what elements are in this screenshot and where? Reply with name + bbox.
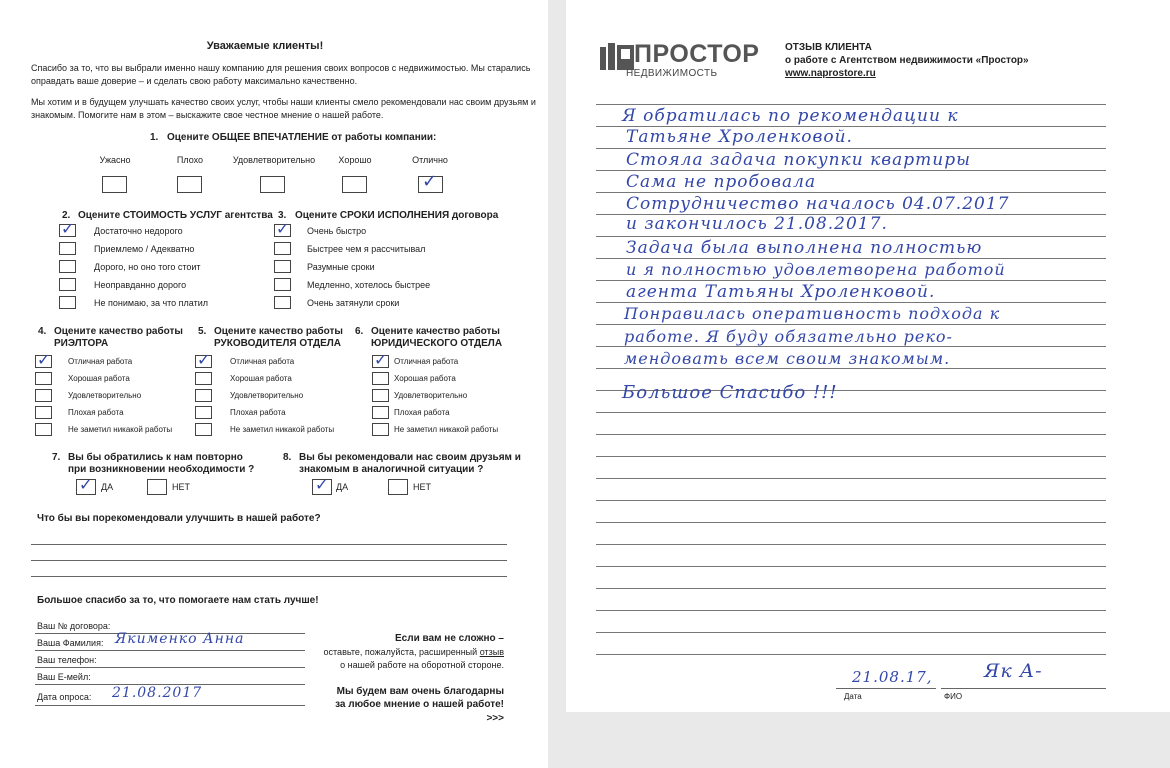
q5-option-label: Отличная работа [230, 357, 295, 366]
q6-number: 6. [355, 326, 364, 337]
note-line-1: Если вам не сложно – [395, 633, 504, 644]
header-title: ОТЗЫВ КЛИЕНТА [785, 42, 872, 53]
signature-value: Як А- [984, 660, 1043, 682]
q6-option-label: Не заметил никакой работы [394, 425, 499, 434]
q6-checkbox[interactable] [372, 389, 389, 402]
q7-number: 7. [52, 452, 61, 463]
ruled-line [596, 368, 1106, 369]
q1-option-label: Плохо [176, 155, 204, 165]
fio-signature-line [941, 688, 1106, 689]
q1-checkbox[interactable] [260, 176, 285, 193]
q1-checkbox[interactable] [177, 176, 202, 193]
grateful-line-1: Мы будем вам очень благодарны [336, 686, 504, 697]
surname-value[interactable]: Якименко Анна [115, 631, 245, 647]
ruled-line [596, 148, 1106, 149]
q5-option-label: Не заметил никакой работы [230, 425, 335, 434]
review-text-line: агента Татьяны Хроленковой. [626, 282, 936, 302]
q1-option-label: Ужасно [99, 155, 131, 165]
ruled-line [596, 500, 1106, 501]
thanks-text: Большое спасибо за то, что помогаете нам стать лучше! [37, 595, 319, 606]
q7-yes-label: ДА [101, 482, 114, 492]
ruled-line [596, 324, 1106, 325]
answer-line[interactable] [31, 560, 507, 561]
q5-option-label: Хорошая работа [230, 374, 292, 383]
q1-checkbox[interactable] [102, 176, 127, 193]
date-caption: Дата [844, 692, 862, 701]
improve-question: Что бы вы порекомендовали улучшить в нашей работе? [37, 513, 321, 524]
q6-option-label: Отличная работа [394, 357, 459, 366]
intro-paragraph-2-line-2: знакомым. Помогите нам в этом – выскажите свое честное мнение о нашей работе. [31, 110, 384, 120]
answer-line[interactable] [31, 576, 507, 577]
q3-number: 3. [278, 210, 287, 221]
logo-mark [600, 43, 634, 70]
q3-checkbox[interactable] [274, 296, 291, 309]
ruled-line [596, 346, 1106, 347]
fio-caption: ФИО [944, 692, 963, 701]
q6-checkbox[interactable] [372, 406, 389, 419]
q6-checkbox[interactable] [372, 423, 389, 436]
check-mark-icon: ✓ [315, 475, 329, 494]
check-mark-icon: ✓ [374, 350, 388, 369]
q5-checkbox[interactable] [195, 372, 212, 385]
note-line-3: о нашей работе на оборотной стороне. [340, 660, 504, 670]
q3-title: Оцените СРОКИ ИСПОЛНЕНИЯ договора [295, 210, 499, 221]
ruled-line [596, 654, 1106, 655]
grateful-line-2: за любое мнение о нашей работе! [335, 699, 504, 710]
review-text-line: и я полностью удовлетворена работой [626, 260, 1006, 279]
logo-text: ПРОСТОР [634, 40, 760, 68]
date-label: Дата опроса: [37, 692, 92, 702]
q6-title-line-2: ЮРИДИЧЕСКОГО ОТДЕЛА [371, 338, 503, 349]
review-text-line: Сотрудничество началось 04.07.2017 [626, 194, 1010, 214]
q2-option-label: Неоправданно дорого [94, 280, 187, 290]
review-sheet [566, 0, 1170, 712]
ruled-line [596, 610, 1106, 611]
q4-option-label: Хорошая работа [68, 374, 130, 383]
q6-option-label: Хорошая работа [394, 374, 456, 383]
ruled-line [596, 434, 1106, 435]
review-text-line: Большое Спасибо !!! [622, 382, 838, 403]
q5-option-label: Плохая работа [230, 408, 286, 417]
check-mark-icon: ✓ [61, 219, 75, 238]
q5-checkbox[interactable] [195, 406, 212, 419]
date-field[interactable] [35, 705, 305, 706]
q4-checkbox[interactable] [35, 389, 52, 402]
intro-paragraph-1-line-1: Спасибо за то, что вы выбрали именно нашу компанию для решения своих вопросов с недвижимостью. Мы старались [31, 63, 531, 73]
q8-yes-label: ДА [336, 482, 349, 492]
q4-checkbox[interactable] [35, 406, 52, 419]
q5-title-line-2: РУКОВОДИТЕЛЯ ОТДЕЛА [214, 338, 342, 349]
ruled-line [596, 236, 1106, 237]
q6-title-line-1: Оцените качество работы [371, 326, 500, 337]
ruled-line [596, 280, 1106, 281]
date-signature-line [836, 688, 936, 689]
q2-checkbox[interactable] [59, 278, 76, 291]
q3-option-label: Разумные сроки [307, 262, 375, 272]
q5-checkbox[interactable] [195, 389, 212, 402]
header-url[interactable]: www.naprostore.ru [785, 68, 876, 79]
ruled-line [596, 588, 1106, 589]
ruled-line [596, 104, 1106, 105]
ruled-line [596, 456, 1106, 457]
review-text-line: мендовать всем своим знакомым. [624, 349, 951, 368]
q2-option-label: Приемлемо / Адекватно [94, 244, 195, 254]
q8-title-line-1: Вы бы рекомендовали нас своим друзьям и [299, 452, 521, 463]
review-text-line: Я обратилась по рекомендации к [622, 106, 959, 126]
q8-number: 8. [283, 452, 292, 463]
intro-paragraph-2-line-1: Мы хотим и в будущем улучшать качество своих услуг, чтобы наши клиенты смело рекомендовали нас своим друзьям и [31, 97, 536, 107]
review-text-line: и закончилось 21.08.2017. [626, 214, 888, 234]
surname-field[interactable] [35, 650, 305, 651]
q2-option-label: Достаточно недорого [94, 226, 183, 236]
ruled-line [596, 412, 1106, 413]
ruled-line [596, 632, 1106, 633]
ruled-line [596, 302, 1106, 303]
note-line-2 [290, 647, 504, 657]
q4-option-label: Не заметил никакой работы [68, 425, 173, 434]
q1-option-label: Удовлетворительно [232, 155, 316, 165]
q4-title-line-1: Оцените качество работы [54, 326, 183, 337]
q4-number: 4. [38, 326, 47, 337]
q3-option-label: Очень затянули сроки [307, 298, 400, 308]
review-text-line: Сама не пробовала [626, 172, 817, 192]
q3-option-label: Очень быстро [307, 226, 367, 236]
q5-title-line-1: Оцените качество работы [214, 326, 343, 337]
header-subtitle: о работе с Агентством недвижимости «Простор» [785, 55, 1029, 66]
intro-paragraph-1-line-2: оправдать ваше доверие – и сделать свою работу максимально качественно. [31, 76, 358, 86]
q7-title-line-2: при возникновении необходимости ? [68, 464, 255, 475]
q4-title-line-2: РИЭЛТОРА [54, 338, 109, 349]
q4-option-label: Плохая работа [68, 408, 124, 417]
q5-checkbox[interactable] [195, 423, 212, 436]
q4-checkbox[interactable] [35, 423, 52, 436]
q2-checkbox[interactable] [59, 260, 76, 273]
ruled-line [596, 192, 1106, 193]
review-text-line: Задача была выполнена полностью [626, 238, 983, 258]
ruled-line [596, 544, 1106, 545]
date-value[interactable]: 21.08.2017 [112, 685, 203, 701]
sign-date-value: 21.08.17, [852, 668, 933, 686]
q3-option-label: Медленно, хотелось быстрее [307, 280, 431, 290]
logo-subtitle: НЕДВИЖИМОСТЬ [626, 68, 718, 79]
q2-number: 2. [62, 210, 71, 221]
check-mark-icon: ✓ [197, 350, 211, 369]
ruled-line [596, 566, 1106, 567]
q7-no-checkbox[interactable] [147, 479, 167, 495]
q6-option-label: Удовлетворительно [394, 391, 468, 400]
q8-no-checkbox[interactable] [388, 479, 408, 495]
review-text-line: Татьяне Хроленковой. [626, 127, 853, 147]
ruled-line [596, 258, 1106, 259]
q4-checkbox[interactable] [35, 372, 52, 385]
q4-option-label: Удовлетворительно [68, 391, 142, 400]
review-text-line: Стояла задача покупки квартиры [626, 150, 971, 170]
phone-label: Ваш телефон: [37, 655, 97, 665]
q1-option-label: Хорошо [338, 155, 372, 165]
review-text-line: работе. Я буду обязательно реко- [624, 327, 953, 346]
q1-checkbox[interactable] [342, 176, 367, 193]
ruled-line [596, 522, 1106, 523]
note-line-2-text: оставьте, пожалуйста, расширенный [323, 647, 480, 657]
q2-title: Оцените СТОИМОСТЬ УСЛУГ агентства [78, 210, 273, 221]
review-link[interactable]: отзыв [479, 647, 504, 657]
q5-option-label: Удовлетворительно [230, 391, 304, 400]
form-title: Уважаемые клиенты! [206, 40, 324, 52]
q1-number: 1. [150, 132, 159, 143]
q8-no-label: НЕТ [413, 482, 431, 492]
q7-no-label: НЕТ [172, 482, 190, 492]
q1-option-label: Отлично [412, 155, 448, 165]
survey-form-sheet [0, 0, 548, 768]
q3-option-label: Быстрее чем я рассчитывал [307, 244, 426, 254]
review-text-line: Понравилась оперативность подхода к [624, 304, 1001, 323]
q3-checkbox[interactable] [274, 260, 291, 273]
q6-checkbox[interactable] [372, 372, 389, 385]
q1-title: Оцените ОБЩЕЕ ВПЕЧАТЛЕНИЕ от работы компании: [167, 132, 437, 143]
check-mark-icon: ✓ [422, 171, 438, 192]
q2-option-label: Не понимаю, за что платил [94, 298, 209, 308]
arrows-indicator: >>> [486, 713, 504, 724]
phone-field[interactable] [35, 667, 305, 668]
surname-label: Ваша Фамилия: [37, 638, 104, 648]
q4-option-label: Отличная работа [68, 357, 133, 366]
q3-checkbox[interactable] [274, 278, 291, 291]
check-mark-icon: ✓ [276, 219, 290, 238]
answer-line[interactable] [31, 544, 507, 545]
contract-label: Ваш № договора: [37, 621, 111, 631]
q3-checkbox[interactable] [274, 242, 291, 255]
q2-option-label: Дорого, но оно того стоит [94, 262, 201, 272]
ruled-line [596, 170, 1106, 171]
building-logo-icon [600, 43, 634, 70]
q7-title-line-1: Вы бы обратились к нам повторно [68, 452, 243, 463]
q2-checkbox[interactable] [59, 242, 76, 255]
q6-option-label: Плохая работа [394, 408, 450, 417]
ruled-line [596, 478, 1106, 479]
q8-title-line-2: знакомым в аналогичной ситуации ? [299, 464, 484, 475]
q2-checkbox[interactable] [59, 296, 76, 309]
check-mark-icon: ✓ [37, 350, 51, 369]
q5-number: 5. [198, 326, 207, 337]
check-mark-icon: ✓ [79, 475, 93, 494]
email-label: Ваш E-мейл: [37, 672, 91, 682]
